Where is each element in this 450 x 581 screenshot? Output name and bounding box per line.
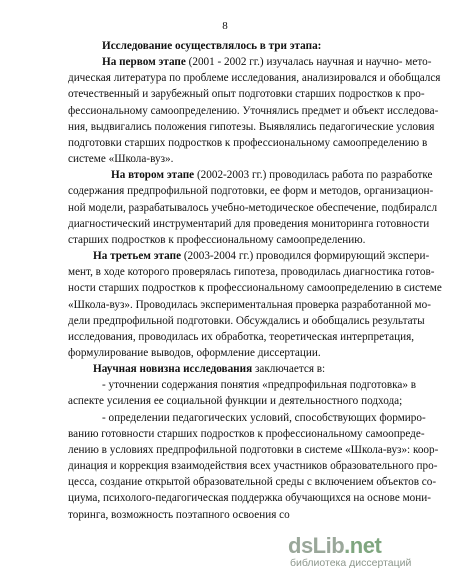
text-line — [68, 442, 439, 458]
text-run: подготовки старших подростков к профессиональному самоопределению в — [68, 136, 428, 149]
text-line — [68, 167, 433, 183]
text-run: формулирование выводов, оформление диссертации. — [68, 346, 321, 359]
text-run: ванию готовности старших подростков к профессиональному самоопреде- — [68, 427, 425, 440]
text-line — [68, 232, 402, 248]
text-line — [68, 135, 428, 151]
body-text — [68, 38, 442, 523]
text-run: (2003-2004 гг.) проводился формирующий экспери- — [181, 250, 430, 263]
text-line — [68, 458, 438, 474]
watermark-logo: dsLib.net — [288, 533, 382, 558]
text-line — [68, 183, 434, 199]
text-run: старших подростков к профессиональному самоопределению. — [68, 233, 366, 246]
text-line — [68, 54, 432, 70]
text-run: (2001 - 2002 гг.) изучалась научная и научно- мето- — [185, 56, 432, 69]
text-line — [68, 345, 402, 361]
text-line — [68, 280, 442, 296]
bold-text-run: На втором этапе — [111, 169, 195, 182]
text-run: мент, в ходе которого проверялась гипотеза, проводилась диагностика готов- — [68, 266, 435, 279]
text-line — [68, 377, 417, 393]
text-run: отечественный и зарубежный опыт подготовки старших подростков к про- — [68, 88, 425, 101]
text-line — [68, 474, 437, 490]
text-line — [68, 119, 435, 135]
text-run: ния, выдвигались положения гипотезы. Выявлялись педагогические условия — [68, 120, 435, 133]
bold-text-run: На третьем этапе — [93, 250, 182, 263]
text-run: системе «Школа-вуз». — [68, 153, 174, 166]
text-run: диагностический инструментарий для проведения мониторинга готовности — [68, 217, 430, 230]
text-run: циума, психолого-педагогическая поддержка обучающихся на основе мони- — [68, 492, 431, 505]
text-run: заключается в: — [252, 363, 326, 376]
text-run: аспекте усиления ее социальной функции и деятельностного подхода; — [68, 395, 403, 408]
watermark-subtitle: библиотека диссертаций — [290, 557, 412, 569]
text-line — [68, 103, 439, 119]
text-line — [68, 70, 441, 86]
text-line — [68, 426, 425, 442]
text-line — [68, 313, 425, 329]
text-run: дели предпрофильной подготовки. Обсуждались и обобщались результаты — [68, 314, 425, 327]
text-run: динация и коррекция взаимодействия всех участников образовательного про- — [68, 460, 438, 473]
bold-text-run: На первом этапе — [102, 56, 186, 69]
text-run: дическая литература по проблеме исследования, анализировался и обобщался — [68, 72, 441, 85]
text-line — [68, 200, 438, 216]
text-run: ности старших подростков к профессиональному самоопределению в системе — [68, 282, 442, 295]
text-line — [68, 490, 431, 506]
text-run: содержания предпрофильной подготовки, ее форм и методов, организацион- — [68, 185, 434, 198]
text-line — [68, 151, 402, 167]
text-line — [68, 264, 435, 280]
text-run: «Школа-вуз». Проводилась экспериментальная проверка разработанной мо- — [68, 298, 431, 311]
text-run: торинга, возможность поэтапного освоения со — [68, 508, 290, 521]
text-run: - уточнении содержания понятия «предпрофильная подготовка» в — [102, 379, 417, 392]
text-line — [68, 248, 430, 264]
text-line — [68, 410, 426, 426]
text-run: - определении педагогических условий, способствующих формиро- — [102, 411, 426, 424]
bold-text-run: Научная новизна исследования — [93, 363, 253, 376]
watermark — [288, 535, 436, 569]
text-run: цесса, создание открытой образовательной среды с включением объектов со- — [68, 476, 437, 489]
text-run: фессиональному самоопределению. Уточнялись предмет и объект исследова- — [68, 104, 439, 117]
text-run: исследования, проводилась их обработка, теоретическая интерпретация, — [68, 330, 415, 343]
text-line — [68, 38, 402, 54]
page-number: 8 — [222, 20, 228, 32]
text-line — [68, 329, 415, 345]
text-line — [68, 393, 402, 409]
text-line — [68, 361, 402, 377]
text-run: ной модели, разрабатывалось учебно-методическое обеспечение, подбиралсл — [68, 201, 438, 214]
text-line — [68, 507, 402, 523]
bold-text-run: Исследование осуществлялось в три этапа: — [102, 40, 322, 52]
text-run: (2002-2003 гг.) проводилась работа по разработке — [194, 169, 433, 182]
text-line — [68, 86, 425, 102]
text-line — [68, 297, 431, 313]
text-line — [68, 216, 430, 232]
text-run: лению в условиях предпрофильной подготовки в системе «Школа-вуз»: коор- — [68, 443, 439, 456]
